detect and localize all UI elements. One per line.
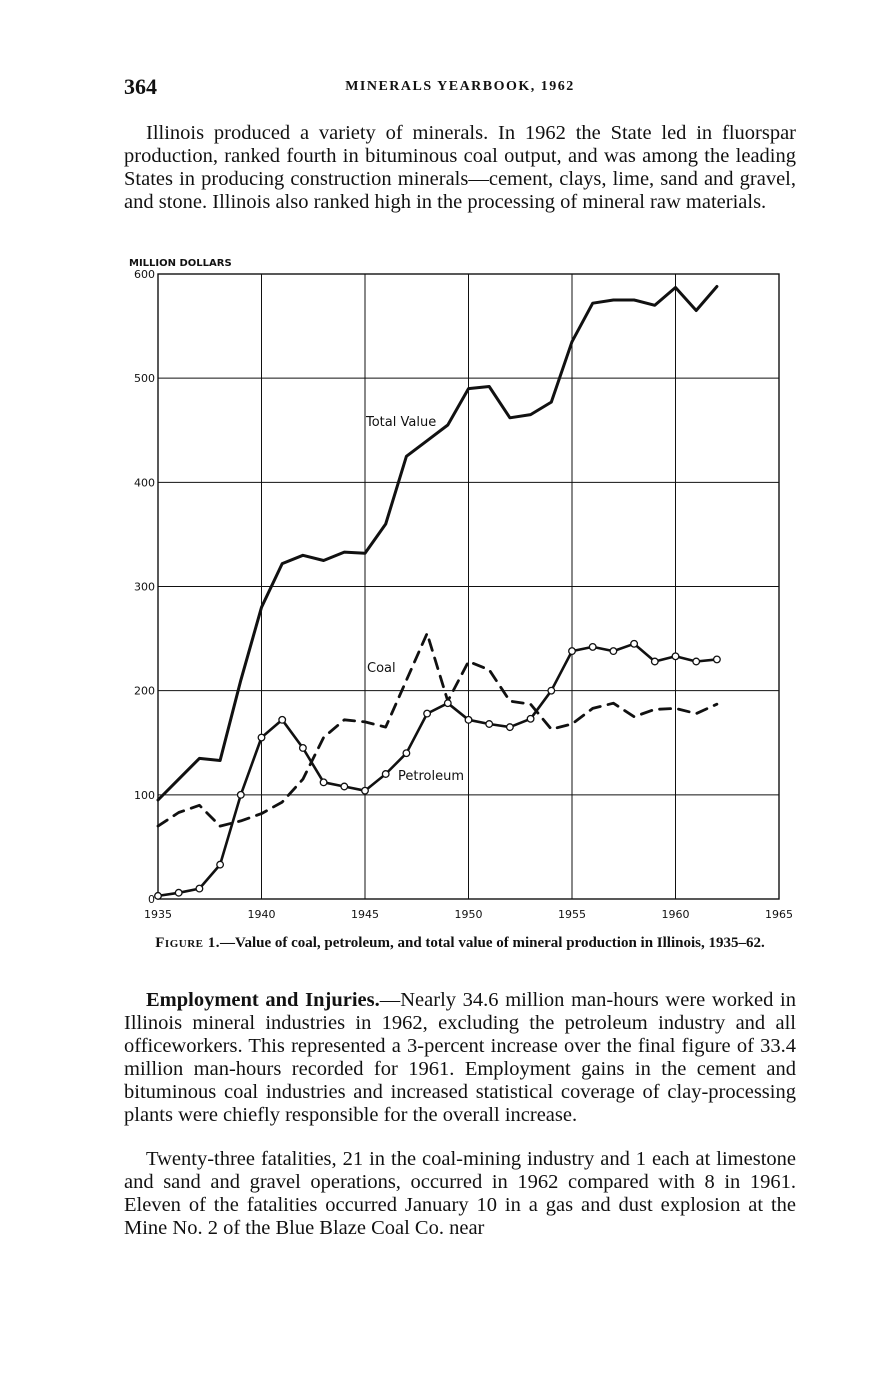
employment-runin-heading: Employment and Injuries.	[146, 989, 380, 1011]
data-point-petroleum	[610, 648, 617, 655]
data-point-petroleum	[507, 724, 514, 731]
data-point-petroleum	[320, 779, 327, 786]
data-point-petroleum	[175, 889, 182, 896]
figure-caption-text: —Value of coal, petroleum, and total value of mineral production in Illinois, 1935–62.	[219, 935, 765, 951]
data-point-petroleum	[238, 792, 245, 799]
page-header	[124, 74, 796, 104]
y-tick-label: 600	[134, 268, 155, 281]
data-point-petroleum	[672, 653, 679, 660]
running-head: MINERALS YEARBOOK, 1962	[345, 79, 575, 94]
data-point-petroleum	[548, 687, 555, 694]
data-point-petroleum	[362, 787, 369, 794]
chart-grid	[158, 274, 779, 899]
y-tick-label: 500	[134, 372, 155, 386]
series-line-total-value	[158, 287, 717, 801]
data-point-petroleum	[589, 644, 596, 651]
data-point-petroleum	[341, 783, 348, 790]
y-tick-label: 300	[134, 580, 155, 594]
employment-text: —Nearly 34.6 million man-hours were worked in Illinois mineral industries in 1962, excluding the petroleum industry and all officeworkers. This represented a 3-percent increase over the final figure of 33.4 million man-hours recorded for 1961. Employment gains in the cement and bituminous coal industries and increased statistical coverage of clay-processing plants were chiefly responsible for the overall increase.	[124, 989, 797, 1126]
data-point-petroleum	[445, 700, 452, 707]
y-tick-label: 400	[134, 476, 155, 490]
x-tick-label: 1935	[144, 908, 172, 921]
data-point-petroleum	[258, 734, 265, 741]
y-tick-label: 0	[148, 893, 155, 906]
figure-caption	[124, 934, 796, 952]
page-number: 364	[124, 74, 157, 99]
figure-chart	[110, 252, 800, 932]
data-point-petroleum	[196, 885, 203, 892]
annotation-coal: Coal	[367, 661, 396, 676]
data-point-petroleum	[652, 658, 659, 665]
data-point-petroleum	[465, 717, 472, 724]
data-point-petroleum	[424, 710, 431, 717]
employment-paragraph	[124, 989, 796, 1127]
data-point-petroleum	[486, 721, 493, 728]
data-point-petroleum	[569, 648, 576, 655]
x-tick-label: 1950	[454, 908, 483, 921]
data-point-petroleum	[693, 658, 700, 665]
fatalities-paragraph: Twenty-three fatalities, 21 in the coal-mining industry and 1 each at limestone and sand and gravel operations, occurred in 1962 compared with 8 in 1961. Eleven of the fatalities occurred January 10 in a gas and dust explosion at the Mine No. 2 of the Blue Blaze Coal Co. near	[124, 1148, 796, 1239]
y-tick-label: 200	[134, 684, 155, 698]
data-point-petroleum	[155, 893, 162, 900]
data-point-petroleum	[382, 771, 389, 778]
data-point-petroleum	[714, 656, 721, 663]
y-axis-label: MILLION DOLLARS	[129, 258, 232, 269]
x-tick-label: 1945	[351, 908, 379, 921]
x-tick-label: 1960	[661, 908, 690, 921]
data-point-petroleum	[279, 717, 286, 724]
x-tick-label: 1965	[765, 908, 793, 921]
intro-paragraph: Illinois produced a variety of minerals. In 1962 the State led in fluorspar production, ranked fourth in bituminous coal output, and was among the leading States in producing construction minerals—cement, clays, lime, sand and gravel, and stone. Illinois also ranked high in the processing of mineral raw materials.	[124, 122, 796, 213]
data-point-petroleum	[631, 640, 638, 647]
annotation-petroleum: Petroleum	[398, 769, 464, 784]
figure-label: Figure 1.	[155, 935, 220, 951]
data-point-petroleum	[403, 750, 410, 757]
data-point-petroleum	[217, 861, 224, 868]
x-tick-label: 1955	[558, 908, 586, 921]
data-point-petroleum	[527, 715, 534, 722]
y-tick-label: 100	[134, 788, 155, 802]
annotation-total-value: Total Value	[366, 415, 437, 430]
x-tick-label: 1940	[247, 908, 276, 921]
data-point-petroleum	[300, 745, 307, 752]
